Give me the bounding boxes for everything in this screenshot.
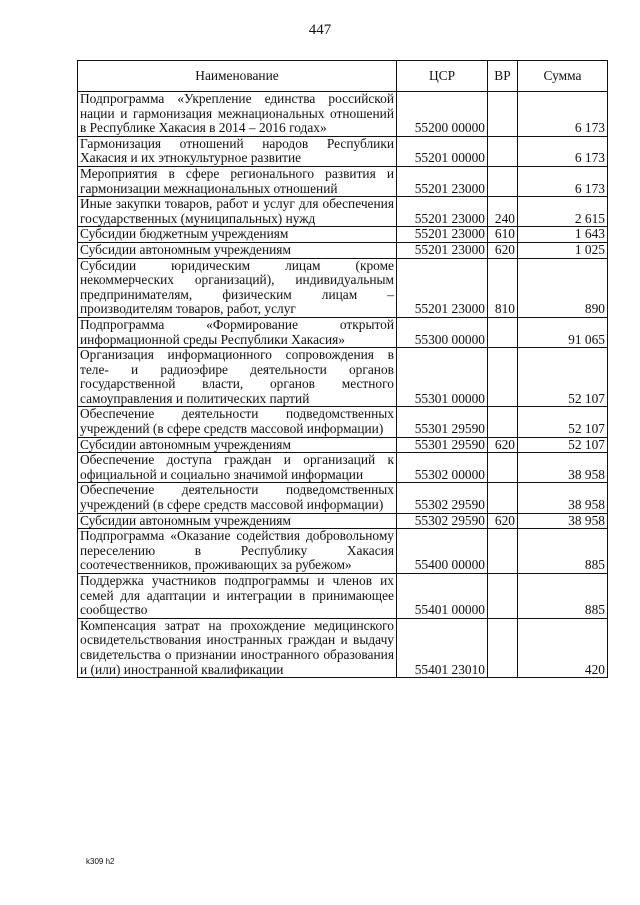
cell-name: Субсидии автономным учреждениям xyxy=(78,513,397,529)
cell-sum: 38 958 xyxy=(518,483,608,513)
cell-csr: 55201 23000 xyxy=(397,258,488,317)
cell-csr: 55201 00000 xyxy=(397,136,488,166)
cell-vr xyxy=(488,348,518,407)
footer-code: k309 h2 xyxy=(86,857,115,866)
cell-vr xyxy=(488,166,518,196)
budget-table xyxy=(77,60,608,678)
cell-name: Субсидии автономным учреждениям xyxy=(78,242,397,258)
cell-name: Компенсация затрат на прохождение медицинского освидетельствования иностранных граждан и выдачу свидетельства о признании иностранного образования и (или) иностранной квалификации xyxy=(78,618,397,677)
table-row xyxy=(78,317,608,347)
cell-sum: 2 615 xyxy=(518,197,608,227)
cell-vr xyxy=(488,618,518,677)
table-body xyxy=(78,92,608,678)
cell-csr: 55401 00000 xyxy=(397,574,488,619)
cell-vr xyxy=(488,529,518,574)
cell-vr: 620 xyxy=(488,242,518,258)
cell-csr: 55302 29590 xyxy=(397,483,488,513)
cell-sum: 6 173 xyxy=(518,136,608,166)
cell-csr: 55201 23000 xyxy=(397,242,488,258)
table-row xyxy=(78,242,608,258)
cell-name: Субсидии автономным учреждениям xyxy=(78,437,397,453)
cell-sum: 885 xyxy=(518,529,608,574)
cell-sum: 52 107 xyxy=(518,348,608,407)
cell-csr: 55201 23000 xyxy=(397,227,488,243)
cell-csr: 55301 29590 xyxy=(397,407,488,437)
table-row xyxy=(78,618,608,677)
table-row xyxy=(78,513,608,529)
cell-sum: 885 xyxy=(518,574,608,619)
cell-vr xyxy=(488,407,518,437)
cell-csr: 55401 23010 xyxy=(397,618,488,677)
cell-vr xyxy=(488,453,518,483)
cell-name: Организация информационного сопровождения в теле- и радиоэфире деятельности органов государственной власти, органов местного самоуправления и политических партий xyxy=(78,348,397,407)
cell-name: Субсидии юридическим лицам (кроме некоммерческих организаций), индивидуальным предпринимателям, физическим лицам – производителям товаров, работ, услуг xyxy=(78,258,397,317)
cell-csr: 55301 29590 xyxy=(397,437,488,453)
cell-name: Подпрограмма «Укрепление единства российской нации и гармонизация межнациональных отношений в Республике Хакасия в 2014 – 2016 годах» xyxy=(78,92,397,137)
cell-csr: 55302 29590 xyxy=(397,513,488,529)
cell-sum: 91 065 xyxy=(518,317,608,347)
table-row xyxy=(78,197,608,227)
table-header-row xyxy=(78,61,608,92)
header-sum: Сумма xyxy=(518,61,608,92)
cell-vr: 620 xyxy=(488,437,518,453)
cell-vr: 620 xyxy=(488,513,518,529)
cell-vr: 610 xyxy=(488,227,518,243)
cell-name: Обеспечение деятельности подведомственных учреждений (в сфере средств массовой информации) xyxy=(78,407,397,437)
table-row xyxy=(78,166,608,196)
cell-vr xyxy=(488,136,518,166)
cell-name: Иные закупки товаров, работ и услуг для обеспечения государственных (муниципальных) нужд xyxy=(78,197,397,227)
table-row xyxy=(78,529,608,574)
cell-csr: 55201 23000 xyxy=(397,166,488,196)
cell-csr: 55400 00000 xyxy=(397,529,488,574)
table-row xyxy=(78,136,608,166)
cell-sum: 1 025 xyxy=(518,242,608,258)
cell-sum: 890 xyxy=(518,258,608,317)
table-row xyxy=(78,92,608,137)
cell-sum: 52 107 xyxy=(518,407,608,437)
cell-name: Обеспечение доступа граждан и организаций к официальной и социально значимой информации xyxy=(78,453,397,483)
cell-csr: 55200 00000 xyxy=(397,92,488,137)
cell-sum: 420 xyxy=(518,618,608,677)
cell-sum: 38 958 xyxy=(518,453,608,483)
cell-vr xyxy=(488,92,518,137)
cell-name: Обеспечение деятельности подведомственных учреждений (в сфере средств массовой информации) xyxy=(78,483,397,513)
table-row xyxy=(78,437,608,453)
cell-vr xyxy=(488,317,518,347)
cell-csr: 55301 00000 xyxy=(397,348,488,407)
header-csr: ЦСР xyxy=(397,61,488,92)
cell-name: Субсидии бюджетным учреждениям xyxy=(78,227,397,243)
cell-csr: 55302 00000 xyxy=(397,453,488,483)
table-row xyxy=(78,348,608,407)
header-vr: ВР xyxy=(488,61,518,92)
cell-vr xyxy=(488,574,518,619)
page-number: 447 xyxy=(308,22,332,38)
cell-sum: 38 958 xyxy=(518,513,608,529)
table-row xyxy=(78,574,608,619)
cell-name: Мероприятия в сфере регионального развития и гармонизации межнациональных отношений xyxy=(78,166,397,196)
table-row xyxy=(78,453,608,483)
header-name: Наименование xyxy=(78,61,397,92)
cell-name: Гармонизация отношений народов Республики Хакасия и их этнокультурное развитие xyxy=(78,136,397,166)
cell-sum: 52 107 xyxy=(518,437,608,453)
cell-sum: 6 173 xyxy=(518,92,608,137)
cell-sum: 6 173 xyxy=(518,166,608,196)
cell-name: Поддержка участников подпрограммы и членов их семей для адаптации и интеграции в принимающее сообщество xyxy=(78,574,397,619)
table-row xyxy=(78,483,608,513)
cell-vr: 240 xyxy=(488,197,518,227)
table-row xyxy=(78,407,608,437)
table-row xyxy=(78,227,608,243)
cell-name: Подпрограмма «Формирование открытой информационной среды Республики Хакасия» xyxy=(78,317,397,347)
cell-vr: 810 xyxy=(488,258,518,317)
cell-csr: 55300 00000 xyxy=(397,317,488,347)
cell-vr xyxy=(488,483,518,513)
table-row xyxy=(78,258,608,317)
cell-sum: 1 643 xyxy=(518,227,608,243)
cell-csr: 55201 23000 xyxy=(397,197,488,227)
cell-name: Подпрограмма «Оказание содействия добровольному переселению в Республику Хакасия соотечественников, проживающих за рубежом» xyxy=(78,529,397,574)
